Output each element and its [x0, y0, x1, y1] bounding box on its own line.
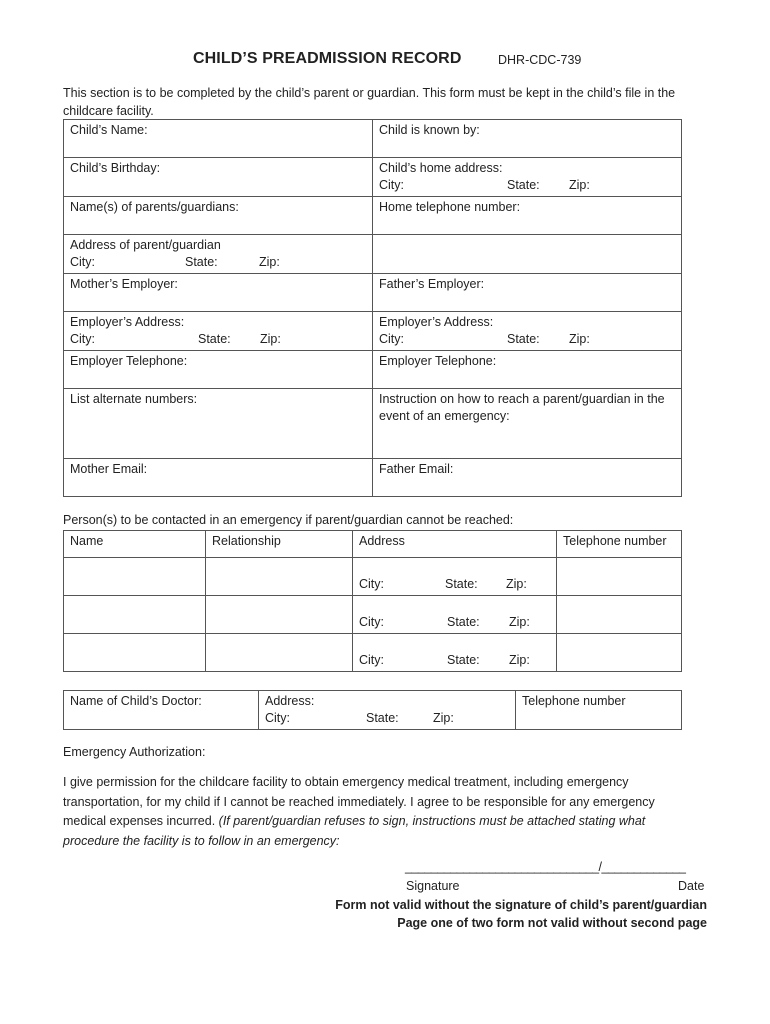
doctor-zip-label: Zip:: [433, 711, 454, 725]
birthday-field[interactable]: [64, 158, 373, 197]
doctor-address-label: Address:: [265, 694, 315, 708]
father-employer-address-field[interactable]: [373, 312, 682, 351]
alternate-numbers-field[interactable]: [64, 389, 373, 459]
parents-names-field[interactable]: [64, 197, 373, 235]
contact-3-name-field[interactable]: [64, 634, 206, 672]
home-phone-label: Home telephone number:: [379, 200, 521, 214]
mother-email-label: Mother Email:: [70, 462, 148, 476]
authorization-body: I give permission for the childcare facility to obtain emergency medical treatment, including emergency transportation, for my child if I cannot be reached immediately. I agree to be responsible for any emergency medical expenses incurred.: [63, 775, 655, 828]
doctor-city-label: City:: [265, 711, 290, 725]
header-relationship: Relationship: [206, 531, 353, 558]
contact-1-state-label: State:: [445, 577, 478, 591]
contact-3-state-label: State:: [447, 653, 480, 667]
childs-name-label: Child’s Name:: [70, 123, 148, 137]
mother-employer-zip-label: Zip:: [260, 332, 281, 346]
validity-notice: Form not valid without the signature of child’s parent/guardian: [335, 898, 707, 912]
contact-2-phone-field[interactable]: [557, 596, 682, 634]
intro-text: This section is to be completed by the child’s parent or guardian. This form must be kept in the child’s file in the childcare facility.: [63, 86, 676, 118]
home-address-label: Child’s home address:: [379, 161, 503, 175]
doctor-state-label: State:: [366, 711, 399, 725]
parent-zip-label: Zip:: [259, 255, 280, 269]
doctor-address-field[interactable]: [259, 691, 516, 730]
contact-2-name-field[interactable]: [64, 596, 206, 634]
contact-1-relationship-field[interactable]: [206, 558, 353, 596]
contact-2-state-label: State:: [447, 615, 480, 629]
father-employer-phone-field[interactable]: [373, 351, 682, 389]
father-employer-field[interactable]: [373, 274, 682, 312]
parent-address-field[interactable]: [64, 235, 373, 274]
form-code: DHR-CDC-739: [498, 53, 582, 67]
mother-employer-state-label: State:: [198, 332, 231, 346]
mother-employer-phone-label: Employer Telephone:: [70, 354, 188, 368]
doctor-phone-field[interactable]: [516, 691, 682, 730]
emergency-contacts-label: Person(s) to be contacted in an emergency if parent/guardian cannot be reached:: [63, 513, 514, 527]
home-state-label: State:: [507, 178, 540, 192]
mother-employer-city-label: City:: [70, 332, 95, 346]
contact-1-zip-label: Zip:: [506, 577, 527, 591]
father-employer-phone-label: Employer Telephone:: [379, 354, 497, 368]
contact-3-address-field[interactable]: [353, 634, 557, 672]
doctor-phone-label: Telephone number: [522, 694, 626, 708]
page-notice: Page one of two form not valid without second page: [397, 916, 707, 930]
known-by-field[interactable]: [373, 120, 682, 158]
contact-1-address-field[interactable]: [353, 558, 557, 596]
contact-3-relationship-field[interactable]: [206, 634, 353, 672]
contact-3-phone-field[interactable]: [557, 634, 682, 672]
header-address: Address: [353, 531, 557, 558]
alternate-numbers-label: List alternate numbers:: [70, 392, 198, 406]
father-email-label: Father Email:: [379, 462, 454, 476]
authorization-note: (If parent/guardian refuses to sign, instructions must be attached stating what procedure the facility is to follow in an emergency:: [63, 814, 646, 848]
childs-name-field[interactable]: [64, 120, 373, 158]
known-by-label: Child is known by:: [379, 123, 480, 137]
father-employer-label: Father’s Employer:: [379, 277, 485, 291]
parent-city-label: City:: [70, 255, 95, 269]
mother-employer-phone-field[interactable]: [64, 351, 373, 389]
contact-2-relationship-field[interactable]: [206, 596, 353, 634]
empty-cell: [373, 235, 682, 274]
father-employer-city-label: City:: [379, 332, 404, 346]
authorization-text: [63, 773, 693, 851]
contact-2-city-label: City:: [359, 615, 384, 629]
date-label: Date: [678, 879, 705, 893]
parent-address-label: Address of parent/guardian: [70, 238, 221, 252]
emergency-instruction-label: Instruction on how to reach a parent/guardian in the event of an emergency:: [379, 392, 665, 423]
signature-line[interactable]: ______________________________/_____________: [405, 860, 686, 874]
mother-email-field[interactable]: [64, 459, 373, 497]
parents-names-label: Name(s) of parents/guardians:: [70, 200, 239, 214]
contact-1-phone-field[interactable]: [557, 558, 682, 596]
birthday-label: Child’s Birthday:: [70, 161, 161, 175]
home-address-field[interactable]: [373, 158, 682, 197]
mother-employer-address-label: Employer’s Address:: [70, 315, 185, 329]
doctor-name-label: Name of Child’s Doctor:: [70, 694, 202, 708]
parent-state-label: State:: [185, 255, 218, 269]
father-employer-state-label: State:: [507, 332, 540, 346]
page-title: CHILD’S PREADMISSION RECORD: [193, 50, 462, 67]
signature-label: Signature: [406, 879, 460, 893]
mother-employer-address-field[interactable]: [64, 312, 373, 351]
father-employer-address-label: Employer’s Address:: [379, 315, 494, 329]
contact-3-zip-label: Zip:: [509, 653, 530, 667]
contact-1-name-field[interactable]: [64, 558, 206, 596]
mother-employer-label: Mother’s Employer:: [70, 277, 178, 291]
doctor-name-field[interactable]: [64, 691, 259, 730]
doctor-table: [63, 690, 682, 730]
header-telephone: Telephone number: [557, 531, 682, 558]
home-zip-label: Zip:: [569, 178, 590, 192]
home-city-label: City:: [379, 178, 404, 192]
contact-2-zip-label: Zip:: [509, 615, 530, 629]
child-info-table: [63, 119, 682, 497]
home-phone-field[interactable]: [373, 197, 682, 235]
authorization-label: Emergency Authorization:: [63, 745, 206, 759]
father-email-field[interactable]: [373, 459, 682, 497]
emergency-instruction-field[interactable]: [373, 389, 682, 459]
header-name: Name: [64, 531, 206, 558]
mother-employer-field[interactable]: [64, 274, 373, 312]
contact-2-address-field[interactable]: [353, 596, 557, 634]
emergency-contacts-table: [63, 530, 682, 672]
contact-1-city-label: City:: [359, 577, 384, 591]
contact-3-city-label: City:: [359, 653, 384, 667]
father-employer-zip-label: Zip:: [569, 332, 590, 346]
